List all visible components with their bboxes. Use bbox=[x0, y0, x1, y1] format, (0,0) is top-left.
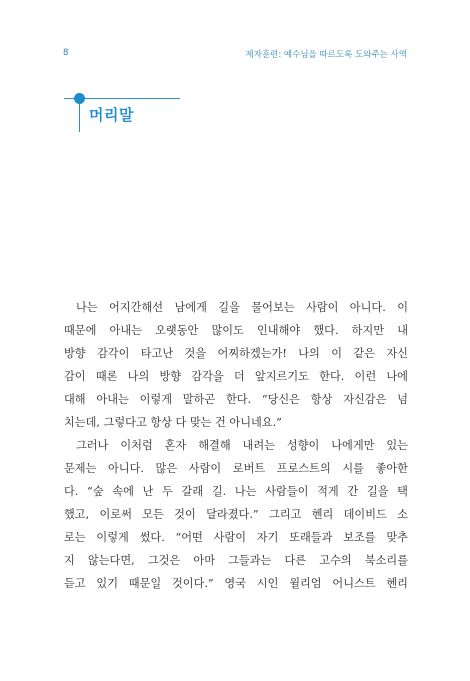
chapter-marker-dot bbox=[74, 93, 85, 104]
text-line: 로는 이렇게 썼다. “어떤 사람이 자기 또래들과 보조를 맞추 bbox=[64, 531, 408, 544]
text-line: 지 않는다면, 그것은 아마 그들과는 다른 고수의 북소리를 bbox=[64, 554, 408, 567]
text-line: 대해 아내는 이렇게 말하곤 한다. “당신은 항상 자신감은 넘 bbox=[64, 393, 408, 406]
text-line: 했고, 이로써 모든 것이 달라졌다.” 그리고 헨리 데이비드 소 bbox=[64, 508, 408, 521]
chapter-title: 머리말 bbox=[89, 106, 134, 124]
text-line: 때문에 아내는 오랫동안 많이도 인내해야 했다. 하지만 내 bbox=[64, 324, 408, 337]
page-number: 8 bbox=[63, 48, 69, 58]
text-line: 그러나 이처럼 혼자 해결해 내려는 성향이 나에게만 있는 bbox=[76, 439, 408, 452]
page-header bbox=[63, 48, 407, 62]
text-line: 치는데, 그렇다고 항상 다 맞는 건 아니네요.” bbox=[64, 416, 282, 429]
text-line: 감이 때론 나의 방향 감각을 더 앞지르기도 한다. 이런 나에 bbox=[64, 370, 408, 383]
body-text bbox=[64, 296, 408, 595]
running-title: 제자훈련: 예수님을 따르도록 도와주는 사역 bbox=[245, 50, 407, 60]
text-line: 문제는 아니다. 많은 사람이 로버트 프로스트의 시를 좋아한 bbox=[64, 462, 408, 475]
text-line: 다. “숲 속에 난 두 갈래 길. 나는 사람들이 적게 간 길을 택 bbox=[64, 485, 408, 498]
text-line: 방향 감각이 타고난 것을 어찌하겠는가! 나의 이 같은 자신 bbox=[64, 347, 408, 360]
text-line: 나는 어지간해선 남에게 길을 물어보는 사람이 아니다. 이 bbox=[76, 301, 408, 314]
text-line: 듣고 있기 때문일 것이다.” 영국 시인 윌리엄 어니스트 헨리 bbox=[64, 577, 408, 590]
